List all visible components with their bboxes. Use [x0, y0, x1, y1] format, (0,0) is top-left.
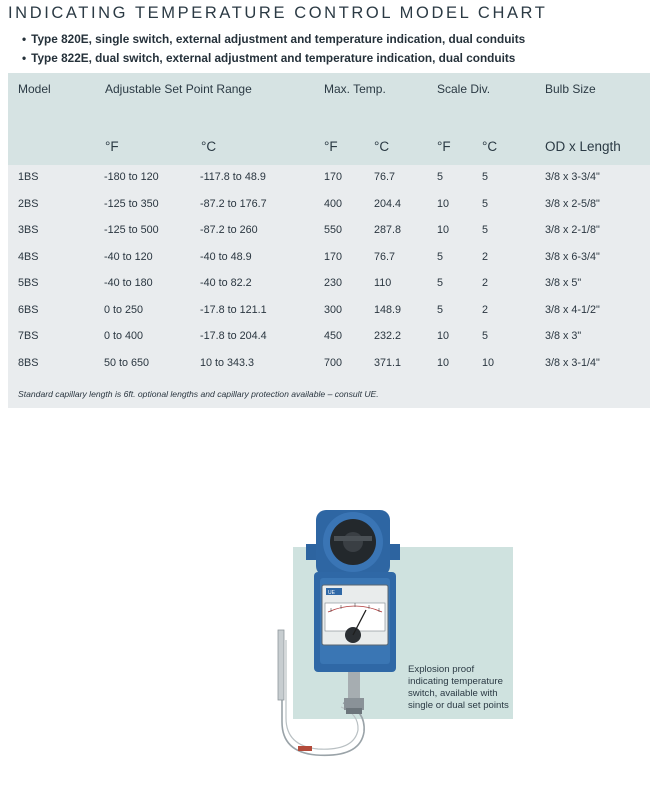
- unit-range-f: °F: [105, 139, 119, 154]
- cell-max-f: 550: [324, 224, 343, 236]
- cell-div-f: 10: [437, 197, 450, 210]
- cell-div-c: 5: [482, 224, 489, 236]
- cell-max-c: 148.9: [374, 303, 402, 316]
- cell-range-c: -40 to 82.2: [200, 277, 252, 289]
- cell-max-f: 400: [324, 197, 343, 210]
- table-row: [8, 192, 650, 219]
- cell-range-c: 10 to 343.3: [200, 356, 255, 369]
- cell-max-f: 300: [324, 303, 343, 316]
- temperature-switch-image: [268, 500, 408, 770]
- header-max-temp: Max. Temp.: [324, 82, 386, 96]
- cell-range-c: -117.8 to 48.9: [200, 171, 266, 183]
- cell-range-f: 0 to 400: [104, 330, 144, 342]
- model-chart-table: [8, 73, 650, 408]
- cell-max-c: 110: [374, 277, 392, 289]
- cell-range-f: 0 to 250: [104, 303, 144, 316]
- cell-div-f: 10: [437, 224, 450, 236]
- cell-div-f: 10: [437, 356, 450, 369]
- cell-range-f: -125 to 350: [104, 197, 159, 210]
- cell-model: 8BS: [18, 356, 39, 369]
- header-model: Model: [18, 82, 51, 96]
- cell-div-f: 5: [437, 171, 444, 183]
- cell-max-c: 204.4: [374, 197, 402, 210]
- table-row: [8, 165, 650, 192]
- cell-max-c: 232.2: [374, 330, 402, 342]
- cell-div-f: 5: [437, 303, 444, 316]
- cell-div-c: 2: [482, 277, 489, 289]
- cell-max-c: 371.1: [374, 356, 402, 369]
- cell-bulb-size: 3/8 x 3-3/4": [545, 171, 600, 183]
- cell-bulb-size: 3/8 x 5": [545, 277, 582, 289]
- header-bulb-size: Bulb Size: [545, 82, 596, 96]
- cell-range-f: -40 to 120: [104, 250, 153, 263]
- cell-div-f: 5: [437, 250, 444, 263]
- table-row: [8, 271, 650, 298]
- cell-max-f: 170: [324, 250, 343, 263]
- cell-max-f: 170: [324, 171, 343, 183]
- unit-div-f: °F: [437, 139, 451, 154]
- model-type-item: • Type 822E, dual switch, external adjustment and temperature indication, dual conduits: [22, 49, 525, 68]
- unit-bulb: OD x Length: [545, 139, 621, 154]
- unit-max-f: °F: [324, 139, 338, 154]
- unit-div-c: °C: [482, 139, 498, 154]
- cell-model: 5BS: [18, 277, 39, 289]
- table-row: [8, 298, 650, 325]
- cell-range-f: 50 to 650: [104, 356, 150, 369]
- table-row: [8, 218, 650, 245]
- cell-model: 1BS: [18, 171, 39, 183]
- cell-range-c: -87.2 to 260: [200, 224, 258, 236]
- cell-model: 3BS: [18, 224, 39, 236]
- cell-max-c: 76.7: [374, 171, 396, 183]
- cell-div-f: 10: [437, 330, 450, 342]
- cell-max-f: 450: [324, 330, 343, 342]
- logo-badge: UE: [328, 590, 335, 596]
- table-header: [8, 73, 650, 165]
- header-range: Adjustable Set Point Range: [105, 82, 252, 96]
- table-footnote: Standard capillary length is 6ft. optional lengths and capillary protection available – consult UE.: [18, 389, 379, 399]
- cell-range-f: -125 to 500: [104, 224, 159, 236]
- cell-model: 6BS: [18, 303, 39, 316]
- cell-range-c: -40 to 48.9: [200, 250, 252, 263]
- caption-line: single or dual set points: [408, 700, 509, 711]
- cell-div-f: 5: [437, 277, 444, 289]
- header-scale-div: Scale Div.: [437, 82, 491, 96]
- caption-line: switch, available with: [408, 688, 498, 699]
- cell-div-c: 5: [482, 197, 489, 210]
- cell-model: 2BS: [18, 197, 39, 210]
- cell-bulb-size: 3/8 x 3-1/4": [545, 356, 600, 369]
- cell-range-f: -40 to 180: [104, 277, 153, 289]
- table-row: [8, 245, 650, 272]
- table-row: [8, 351, 650, 378]
- cell-range-c: -17.8 to 204.4: [200, 330, 267, 342]
- cell-bulb-size: 3/8 x 4-1/2": [545, 303, 600, 316]
- cell-bulb-size: 3/8 x 2-1/8": [545, 224, 600, 236]
- unit-range-c: °C: [201, 139, 217, 154]
- cell-model: 4BS: [18, 250, 39, 263]
- cell-div-c: 10: [482, 356, 495, 369]
- cell-range-f: -180 to 120: [104, 171, 159, 183]
- page-title: INDICATING TEMPERATURE CONTROL MODEL CHART: [8, 4, 548, 22]
- cell-div-c: 5: [482, 330, 489, 342]
- cell-bulb-size: 3/8 x 6-3/4": [545, 250, 600, 263]
- caption-line: indicating temperature: [408, 676, 503, 687]
- table-row: [8, 324, 650, 351]
- cell-range-c: -87.2 to 176.7: [200, 197, 267, 210]
- cell-range-c: -17.8 to 121.1: [200, 303, 267, 316]
- model-type-item: • Type 820E, single switch, external adjustment and temperature indication, dual conduits: [22, 30, 525, 49]
- cell-div-c: 2: [482, 303, 489, 316]
- unit-max-c: °C: [374, 139, 390, 154]
- cell-max-f: 700: [324, 356, 343, 369]
- caption-line: Explosion proof: [408, 664, 475, 675]
- cell-bulb-size: 3/8 x 3": [545, 330, 582, 342]
- cell-max-c: 287.8: [374, 224, 402, 236]
- cell-max-c: 76.7: [374, 250, 396, 263]
- cell-max-f: 230: [324, 277, 343, 289]
- cell-bulb-size: 3/8 x 2-5/8": [545, 197, 600, 210]
- cell-div-c: 5: [482, 171, 489, 183]
- figure-caption: [408, 664, 518, 712]
- cell-div-c: 2: [482, 250, 489, 263]
- model-type-list: [22, 30, 525, 68]
- cell-model: 7BS: [18, 330, 39, 342]
